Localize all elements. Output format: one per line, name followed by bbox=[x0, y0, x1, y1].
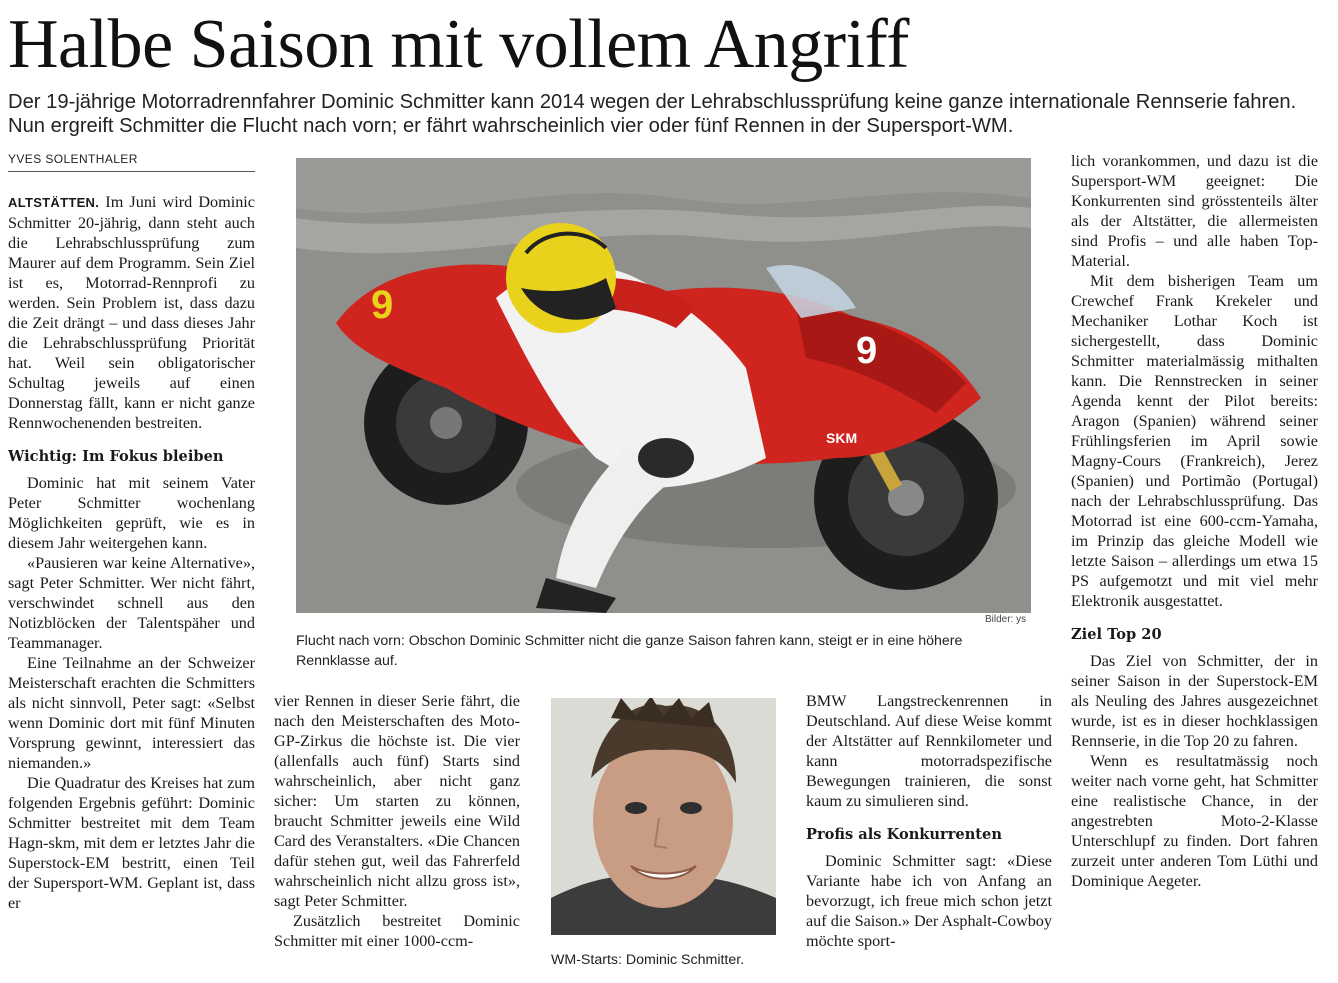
photo-caption: Flucht nach vorn: Obschon Dominic Schmitter nicht die ganze Saison fahren kann, steigt er in eine höhere Rennklasse auf. bbox=[296, 633, 963, 669]
byline-rule bbox=[8, 171, 255, 172]
bike-number-tail: 9 bbox=[371, 283, 394, 327]
col2-paragraph-1: vier Rennen in dieser Serie fährt, die nach den Meisterschaften des Moto-GP-Zirkus die höchste ist. Die vier (allenfalls auch fünf) Starts sind wahrscheinlich, aber nicht ganz sicher: Um starten zu können, braucht Schmitter jeweils eine Wild Card des Veranstalters. «Die Chancen dafür stehen gut, weil das Fahrerfeld wahrscheinlich nicht allzu gross ist», sagt Peter Schmitter. bbox=[274, 692, 520, 910]
headline: Halbe Saison mit vollem Angriff bbox=[8, 6, 909, 83]
col1-paragraph-1 bbox=[8, 192, 255, 433]
column-1 bbox=[8, 192, 255, 913]
column-4 bbox=[806, 691, 1052, 951]
col2-paragraph-2: Zusätzlich bestreitet Dominic Schmitter mit einer 1000-ccm- bbox=[274, 912, 520, 950]
col5-paragraph-2: Mit dem bisherigen Team um Crewchef Frank Krekeler und Mechaniker Lothar Koch ist sichergestellt, dass Dominic Schmitter materialmässig mithalten kann. Die Rennstrecken in seiner Agenda kennt der Pilot bereits: Aragon (Spanien) während seiner Frühlingsferien im April sowie Magny-Cours (Frankreich), Jerez (Spanien) und Portimão (Portugal) nach der Lehrabschlussprüfung. Das Motorrad ist eine 600-ccm-Yamaha, im Prinzip das gleiche Modell wie letzte Saison – allerdings um etwa 15 PS aufgemotzt und mit viel mehr Elektronik ausgestattet. bbox=[1071, 272, 1318, 610]
lead-paragraph: Der 19-jährige Motorradrennfahrer Dominic Schmitter kann 2014 wegen der Lehrabschlussprüfung keine ganze internationale Rennserie fahren. Nun ergreift Schmitter die Flucht nach vorn; er fährt wahrscheinlich vier oder fünf Rennen in der Supersport-WM. bbox=[8, 91, 1297, 137]
col5-paragraph-4: Wenn es resultatmässig noch weiter nach vorne geht, hat Schmitter eine realistische Chance, in der angestrebten Moto-2-Klasse Unterschlupf zu finden. Dort fahren zurzeit unter anderen Tom Lüthi und Dominique Aegeter. bbox=[1071, 752, 1318, 890]
column-2 bbox=[274, 691, 520, 951]
column-5 bbox=[1071, 151, 1318, 891]
col5-subheading: Ziel Top 20 bbox=[1071, 626, 1162, 643]
portrait-photo bbox=[551, 698, 776, 935]
bike-number-front: 9 bbox=[856, 330, 878, 372]
sponsor-logo: SKM bbox=[826, 430, 858, 446]
col4-subheading: Profis als Konkurrenten bbox=[806, 826, 1002, 843]
col1-paragraph-2: Dominic hat mit seinem Vater Peter Schmitter wochenlang Möglichkeiten geprüft, wie es in diesem Jahr weitergehen kann. bbox=[8, 474, 255, 552]
col5-paragraph-3: Das Ziel von Schmitter, der in seiner Saison in der Superstock-EM als Neuling des Jahres ausgezeichnet wurde, ist es in dieser hochklassigen Rennserie, in die Top 20 zu fahren. bbox=[1071, 652, 1318, 750]
col1-subheading: Wichtig: Im Fokus bleiben bbox=[8, 448, 224, 465]
col1-paragraph-3: «Pausieren war keine Alternative», sagt Peter Schmitter. Wer nicht fährt, verschwindet schnell aus den Notizblöcken der Talentspäher und Teammanager. bbox=[8, 554, 255, 652]
col1-paragraph-4: Eine Teilnahme an der Schweizer Meisterschaft erachten die Schmitters als nicht sinnvoll, Peter sagt: «Selbst wenn Dominic dort mit fünf Minuten Vorsprung gewinnt, interessiert das niemanden.» bbox=[8, 654, 255, 772]
photo-credit: Bilder: ys bbox=[985, 614, 1027, 625]
col5-paragraph-1: lich vorankommen, und dazu ist die Supersport-WM geeignet: Die Konkurrenten sind grösstenteils älter als der Altstätter, die allermeisten sind Profis – und alle haben Top-Material. bbox=[1071, 152, 1318, 270]
col1-paragraph-1-text: Im Juni wird Dominic Schmitter 20-jährig, dann steht auch die Lehrabschlussprüfung zum Maurer auf dem Programm. Sein Ziel ist es, Motorrad-Rennprofi zu werden. Sein Problem ist, dass dazu die Zeit drängt – und dass dieses Jahr die Lehrabschlussprüfung Priorität hat. Weil sein obligatorischer Schultag jeweils auf einen Donnerstag fällt, kann er nicht ganze Rennwochenenden bestreiten. bbox=[8, 193, 255, 432]
byline: YVES SOLENTHALER bbox=[8, 152, 138, 166]
col1-paragraph-5: Die Quadratur des Kreises hat zum folgenden Ergebnis geführt: Dominic Schmitter bestreitet mit dem Team Hagn-skm, mit dem er letztes Jahr die Superstock-EM bestritt, einen Teil der Supersport-WM. Geplant ist, dass er bbox=[8, 774, 255, 912]
col4-paragraph-2: Dominic Schmitter sagt: «Diese Variante habe ich von Anfang an bevorzugt, ich freue mich schon jetzt auf die Saison.» Der Asphalt-Cowboy möchte sport- bbox=[806, 852, 1052, 950]
motorcycle-illustration bbox=[296, 158, 1031, 613]
portrait-caption: WM-Starts: Dominic Schmitter. bbox=[551, 952, 745, 968]
motorcycle-photo bbox=[296, 158, 1031, 613]
dateline: ALTSTÄTTEN. bbox=[8, 195, 100, 210]
portrait-illustration bbox=[551, 698, 776, 935]
col4-paragraph-1: BMW Langstreckenrennen in Deutschland. Auf diese Weise kommt der Altstätter auf Rennkilometer und kann motorradspezifische Bewegungen trainieren, die sonst kaum zu simulieren sind. bbox=[806, 692, 1052, 810]
